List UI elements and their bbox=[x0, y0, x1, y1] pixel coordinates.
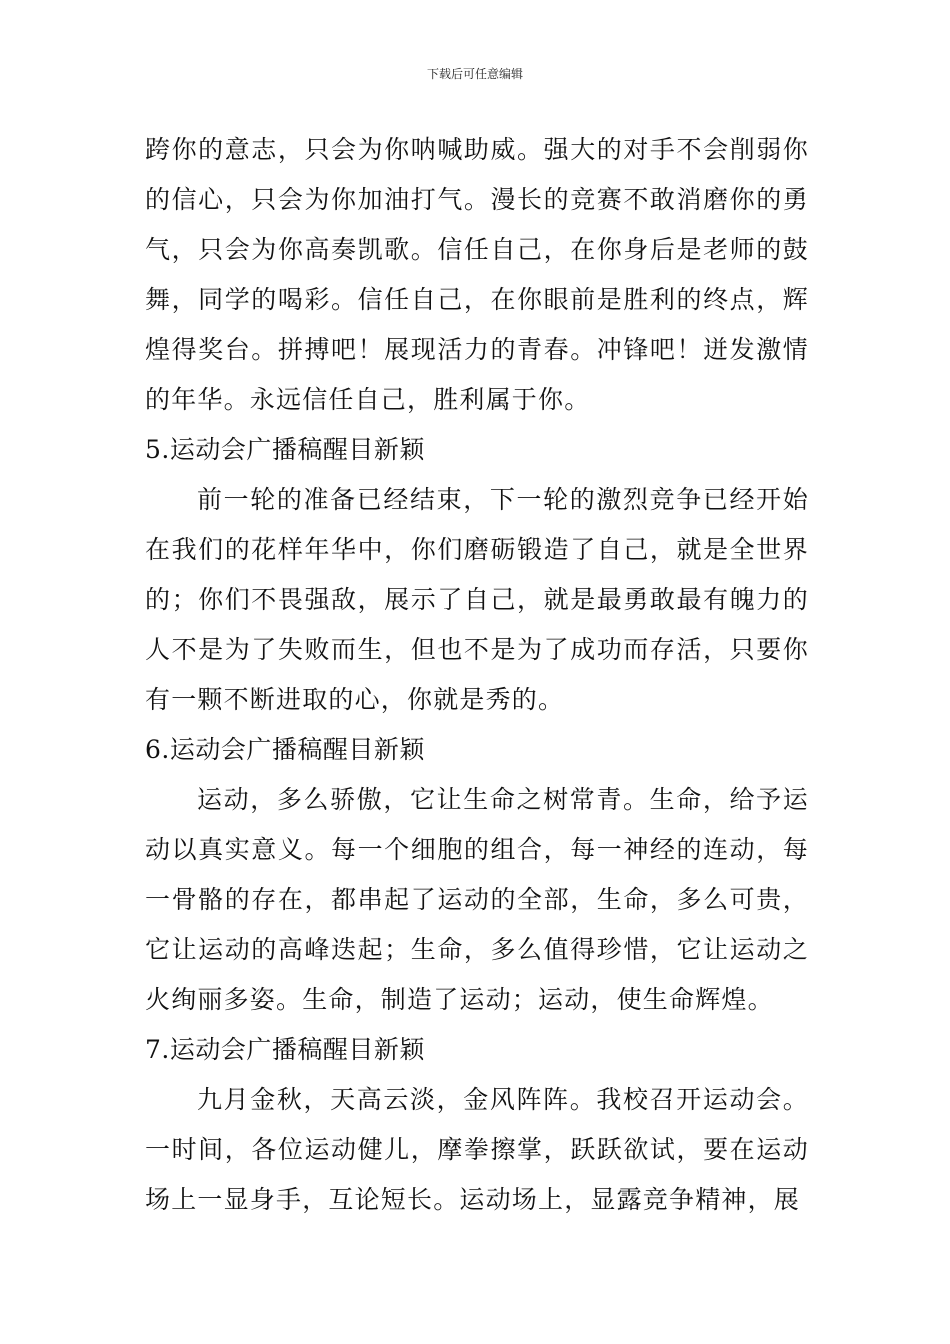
section-heading-5: 5.运动会广播稿醒目新颖 bbox=[145, 435, 425, 464]
section-heading-7: 7.运动会广播稿醒目新颖 bbox=[145, 1035, 425, 1064]
paragraph-section-7: 九月金秋，天高云淡，金风阵阵。我校召开运动会。一时间，各位运动健儿，摩拳擦掌，跃跃欲试，要在运动场上一显身手，互论短长。运动场上，显露竞争精神，展 bbox=[145, 1085, 809, 1214]
section-heading-6: 6.运动会广播稿醒目新颖 bbox=[145, 735, 425, 764]
page-header: 下载后可任意编辑 bbox=[426, 67, 523, 81]
document-body bbox=[145, 125, 809, 1225]
paragraph-continued: 跨你的意志，只会为你呐喊助威。强大的对手不会削弱你的信心，只会为你加油打气。漫长的竞赛不敢消磨你的勇气，只会为你高奏凯歌。信任自己，在你身后是老师的鼓舞，同学的喝彩。信任自己，在你眼前是胜利的终点，辉煌得奖台。拼搏吧！展现活力的青春。冲锋吧！迸发激情的年华。永远信任自己，胜利属于你。 bbox=[145, 135, 809, 414]
paragraph-section-5: 前一轮的准备已经结束，下一轮的激烈竞争已经开始在我们的花样年华中，你们磨砺锻造了自己，就是全世界的；你们不畏强敌，展示了自己，就是最勇敢最有魄力的人不是为了失败而生，但也不是为了成功而存活，只要你有一颗不断进取的心，你就是秀的。 bbox=[145, 485, 809, 714]
paragraph-section-6: 运动，多么骄傲，它让生命之树常青。生命，给予运动以真实意义。每一个细胞的组合，每一神经的连动，每一骨骼的存在，都串起了运动的全部，生命，多么可贵，它让运动的高峰迭起；生命，多么值得珍惜，它让运动之火绚丽多姿。生命，制造了运动；运动，使生命辉煌。 bbox=[145, 785, 809, 1014]
